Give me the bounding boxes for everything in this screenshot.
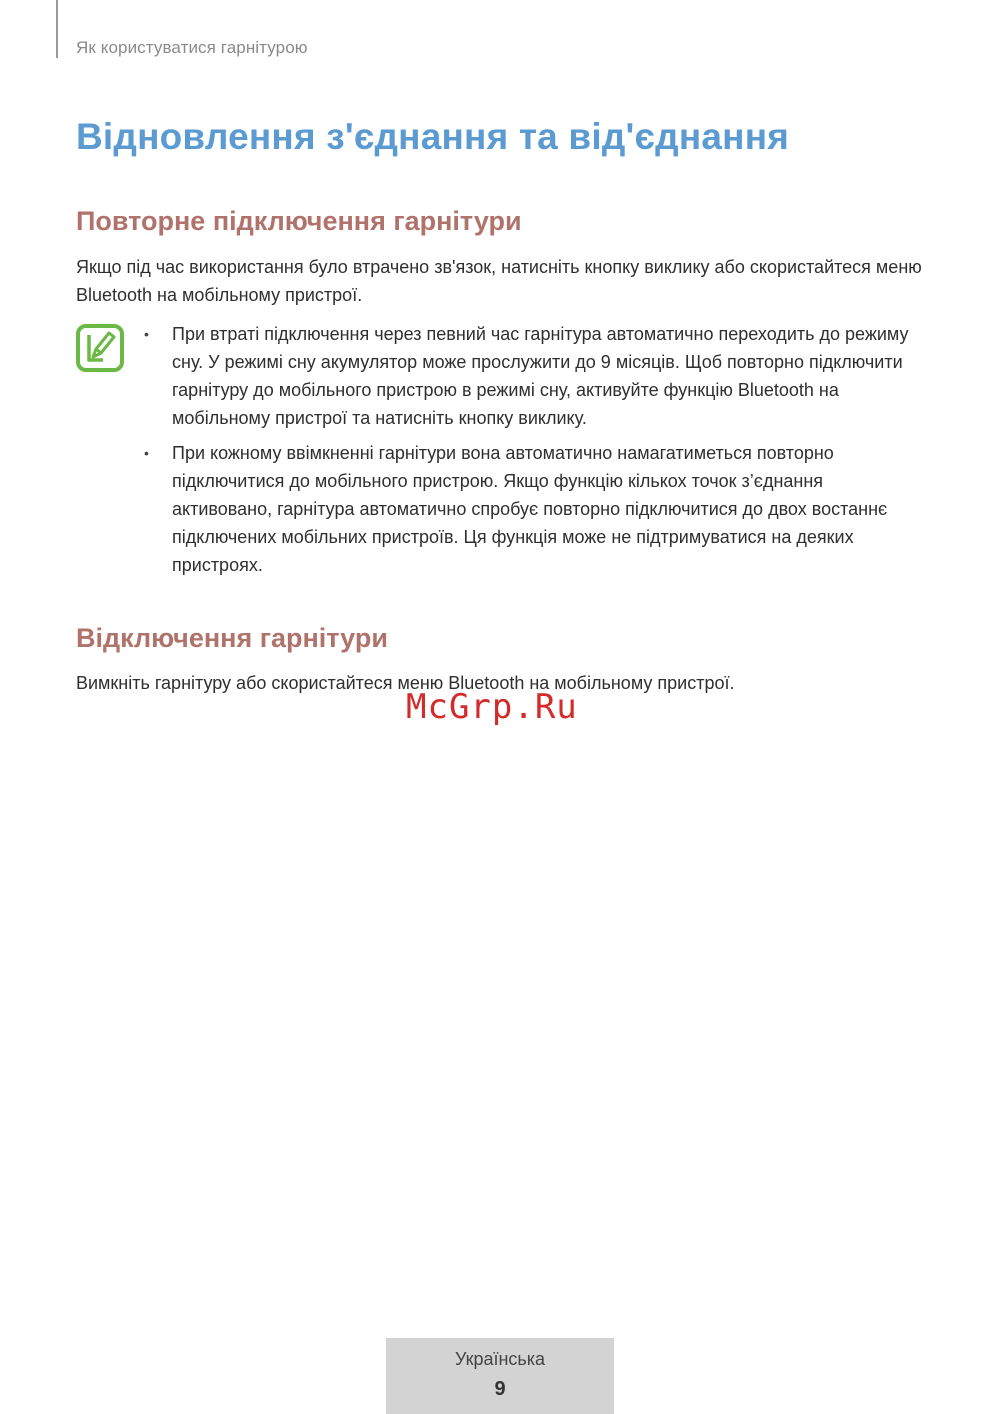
note-text: При кожному ввімкненні гарнітури вона автоматично намагатиметься повторно підключитися до мобільного пристрою. Якщо функцію кількох точок з’єднання активовано, гарнітура автоматично спробує повторно підключитися до двох востаннє підключених мобільних пристроїв. Ця функція може не підтримуватися на деяких пристроях. — [172, 443, 888, 575]
page-number: 9 — [494, 1378, 506, 1400]
section-heading-disconnect: Відключення гарнітури — [76, 623, 388, 653]
section-heading-reconnect: Повторне підключення гарнітури — [76, 206, 522, 236]
watermark: McGrp.Ru — [406, 687, 578, 727]
running-header: Як користуватися гарнітурою — [76, 38, 308, 57]
header-rule — [56, 0, 58, 58]
note-text: При втраті підключення через певний час гарнітура автоматично переходить до режиму сну. У режимі сну акумулятор може прослужити до 9 місяців. Щоб повторно підключити гарнітуру до мобільного пристрою в режимі сну, активуйте функцію Bluetooth на мобільному пристрої та натисніть кнопку виклику. — [172, 324, 909, 428]
footer — [386, 1338, 614, 1414]
note-item — [144, 439, 914, 579]
section-paragraph-disconnect: Вимкніть гарнітуру або скористайтеся меню Bluetooth на мобільному пристрої. — [76, 673, 735, 693]
note-list — [144, 320, 914, 586]
note-pencil-icon — [76, 324, 124, 372]
page-title: Відновлення з'єднання та від'єднання — [76, 116, 790, 157]
bullet-icon: • — [144, 326, 149, 342]
section-paragraph-reconnect: Якщо під час використання було втрачено зв'язок, натисніть кнопку виклику або скористайтеся меню Bluetooth на мобільному пристрої. — [76, 257, 922, 305]
bullet-icon: • — [144, 445, 149, 461]
footer-language: Українська — [454, 1349, 546, 1369]
note-item — [144, 320, 914, 432]
